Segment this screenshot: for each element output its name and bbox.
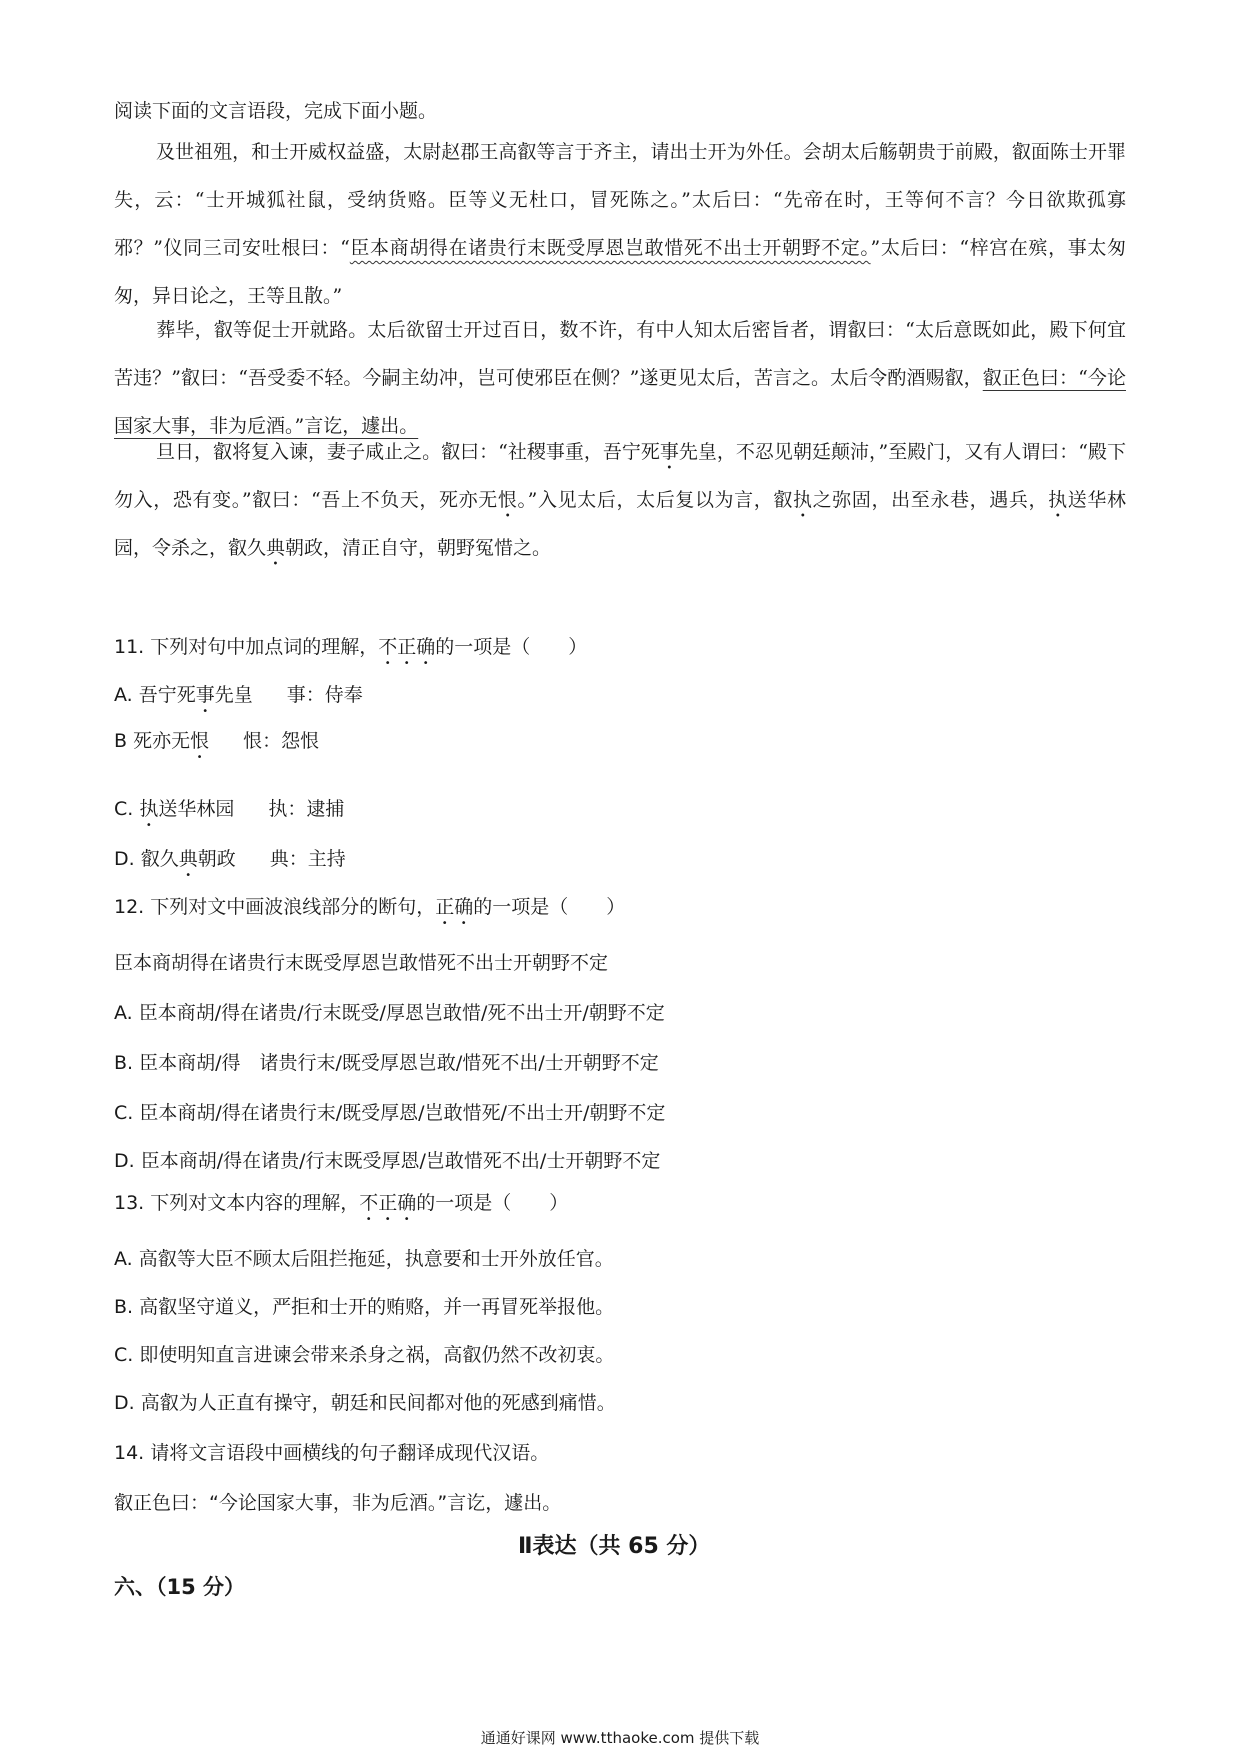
dotted-word: 执	[1048, 489, 1068, 511]
question-12-option-a: A. 臣本商胡/得在诸贵/行末既受/厚恩岂敢惜/死不出士开/朝野不定	[114, 1002, 665, 1024]
dotted-word: 事	[659, 441, 679, 463]
passage-paragraph-2: 葬毕，叡等促士开就路。太后欲留士开过百日，数不许，有中人知太后密旨者，谓叡曰：“太后意既如此，殿下何宜苦违？”叡曰：“吾受委不轻。今嗣主幼冲，岂可使邪臣在侧？”遂更见太后，苦言之。太后令酌酒赐叡，叡正色曰：“今论国家大事，非为卮酒。”言讫，遽出。	[114, 319, 1126, 437]
question-11-option-c: C. 执送华林园 执：逮捕	[114, 798, 345, 820]
wavy-underlined-sentence: 臣本商胡得在诸贵行末既受厚恩岂敢惜死不出士开朝野不定。	[349, 237, 871, 259]
underlined-sentence: 叡正色曰：“今论国家大事，非为卮酒。”言讫，遽出。	[114, 367, 1126, 437]
footer-watermark: 通通好课网 www.tthaoke.com 提供下载	[480, 1729, 760, 1747]
question-11-option-d: D. 叡久典朝政 典：主持	[114, 848, 346, 870]
question-12-option-c: C. 臣本商胡/得在诸贵行末/既受厚恩/岂敢惜死/不出士开/朝野不定	[114, 1102, 666, 1124]
question-12-option-b: B. 臣本商胡/得 诸贵行末/既受厚恩岂敢/惜死不出/士开朝野不定	[114, 1052, 659, 1074]
question-11-option-b: B 死亦无恨 恨：怨恨	[114, 730, 320, 752]
question-12-option-d: D. 臣本商胡/得在诸贵/行末既受厚恩/岂敢惜死不出/士开朝野不定	[114, 1150, 661, 1172]
question-12-stem: 12. 下列对文中画波浪线部分的断句，正确的一项是（ ）	[114, 896, 626, 918]
passage-paragraph-3: 旦日，叡将复入谏，妻子咸止之。叡曰：“社稷事重，吾宁死事先皇，不忍见朝廷颠沛，”至殿门，又有人谓曰：“殿下勿入，恐有变。”叡曰：“吾上不负天，死亦无恨。”入见太后，太后复以为言，叡执之弥固，出至永巷，遇兵，执送华林园，令杀之，叡久典朝政，清正自守，朝野冤惜之。	[114, 441, 1126, 559]
dotted-word: 典	[266, 537, 286, 559]
question-13-option-c: C. 即使明知直言进谏会带来杀身之祸，高叡仍然不改初衷。	[114, 1344, 615, 1366]
section-title: Ⅱ表达（共 65 分）	[518, 1534, 711, 1559]
question-13-option-d: D. 高叡为人正直有操守，朝廷和民间都对他的死感到痛惜。	[114, 1392, 616, 1414]
question-13-option-a: A. 高叡等大臣不顾太后阻拦拖延，执意要和士开外放任官。	[114, 1248, 614, 1270]
question-12-sentence: 臣本商胡得在诸贵行末既受厚恩岂敢惜死不出士开朝野不定	[114, 952, 609, 974]
question-11-stem: 11. 下列对句中加点词的理解，不正确的一项是（ ）	[114, 636, 588, 658]
question-13-option-b: B. 高叡坚守道义，严拒和士开的贿赂，并一再冒死举报他。	[114, 1296, 615, 1318]
dotted-word: 恨	[497, 489, 518, 511]
subsection-title: 六、（15 分）	[114, 1575, 246, 1599]
question-14-stem: 14. 请将文言语段中画横线的句子翻译成现代汉语。	[114, 1442, 550, 1464]
question-14-sentence: 叡正色曰：“今论国家大事，非为卮酒。”言讫，遽出。	[114, 1492, 562, 1514]
question-13-stem: 13. 下列对文本内容的理解，不正确的一项是（ ）	[114, 1192, 569, 1214]
question-11-option-a: A. 吾宁死事先皇 事：侍奉	[114, 684, 363, 706]
passage-paragraph-1: 及世祖殂，和士开威权益盛，太尉赵郡王高叡等言于齐主，请出士开为外任。会胡太后觞朝贵于前殿，叡面陈士开罪失，云：“士开城狐社鼠，受纳货赂。臣等义无杜口，冒死陈之。”太后曰：“先帝在时，王等何不言？今日欲欺孤寡邪？”仪同三司安吐根曰：“臣本商胡得在诸贵行末既受厚恩岂敢惜死不出士开朝野不定。”太后曰：“梓宫在殡，事太匆匆，异日论之，王等且散。”	[114, 141, 1126, 307]
dotted-word: 执	[793, 489, 813, 511]
instruction: 阅读下面的文言语段，完成下面小题。	[114, 100, 438, 122]
